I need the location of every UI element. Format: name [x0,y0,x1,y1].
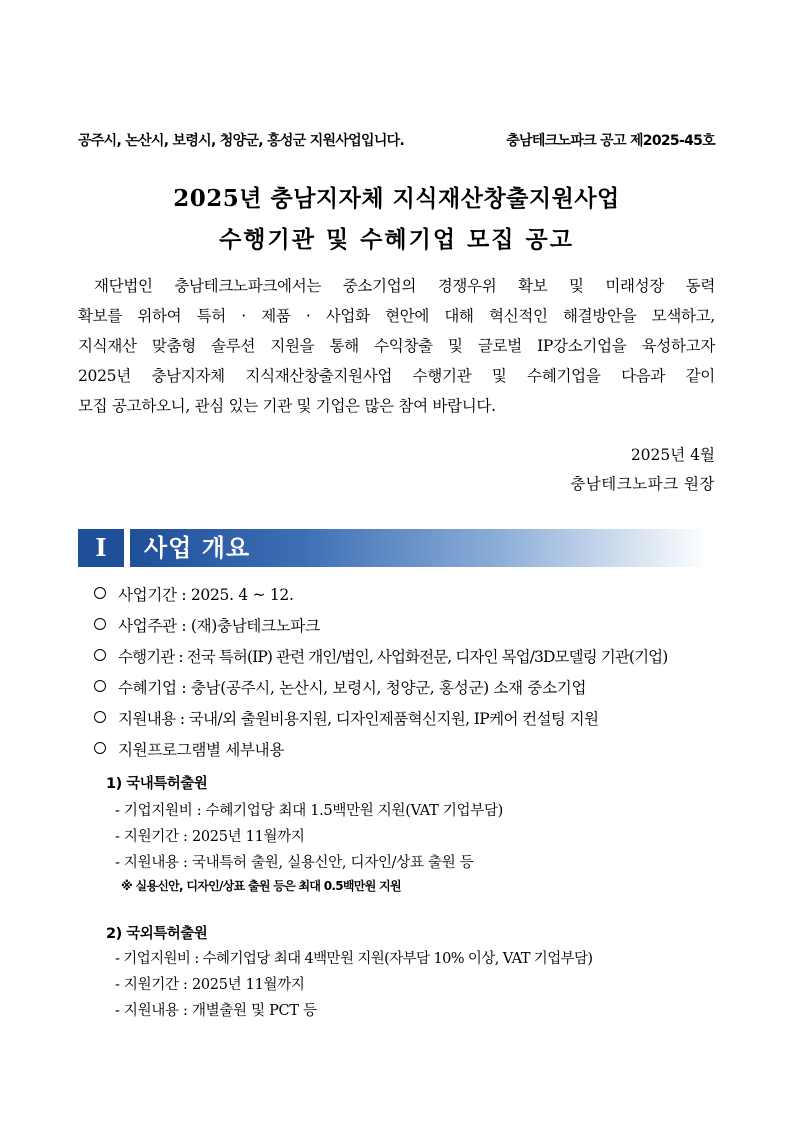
list-item [94,707,724,738]
list-item-text: 지원프로그램별 세부내용 [118,741,285,759]
circle-bullet-icon [94,680,106,692]
list-item [94,676,724,707]
list-item-text: 수혜기업 : 충남(공주시, 논산시, 보령시, 청양군, 홍성군) 소재 중소기업 [118,679,587,697]
announcement-date: 2025년 4월 [630,446,715,464]
intro-line: 모집 공고하오니, 관심 있는 기관 및 기업은 많은 참여 바랍니다. [78,397,496,415]
program-note: ※ 실용신안, 디자인/상표 출원 등은 최대 0.5백만원 지원 [121,879,401,893]
intro-line: 지식재산 맞춤형 솔루션 지원을 통해 수익창출 및 글로벌 IP강소기업을 육성하고자 [78,337,715,355]
program-detail: - 지원내용 : 개별출원 및 PCT 등 [115,1003,317,1019]
list-item-text: 사업주관 : (재)충남테크노파크 [118,617,320,635]
list-item [94,614,724,645]
program-detail: - 기업지원비 : 수혜기업당 최대 1.5백만원 지원(VAT 기업부담) [115,803,504,819]
list-item-text: 사업기간 : 2025. 4 ~ 12. [118,586,294,604]
signatory: 충남테크노파크 원장 [570,475,715,493]
section-number: Ⅰ [78,529,124,567]
circle-bullet-icon [94,742,106,754]
program-detail: - 지원기간 : 2025년 11월까지 [115,829,305,845]
intro-line: 2025년 충남지자체 지식재산창출지원사업 수행기관 및 수혜기업을 다음과 같이 [78,367,715,385]
document-title-line2: 수행기관 및 수혜기업 모집 공고 [219,226,574,253]
list-item [94,583,724,614]
list-item-text: 지원내용 : 국내/외 출원비용지원, 디자인제품혁신지원, IP케어 컨설팅 지원 [118,710,599,728]
circle-bullet-icon [94,649,106,661]
document-title-line1: 2025년 충남지자체 지식재산창출지원사업 [173,185,620,212]
program-detail: - 기업지원비 : 수혜기업당 최대 4백만원 지원(자부담 10% 이상, VAT 기업부담) [115,951,593,967]
support-region-text: 공주시, 논산시, 보령시, 청양군, 홍성군 지원사업입니다. [78,133,405,149]
notice-header [78,130,715,150]
list-item [94,738,724,769]
list-item-text: 수행기관 : 전국 특허(IP) 관련 개인/법인, 사업화전문, 디자인 목업/3D모델링 기관(기업) [118,648,668,666]
overview-list [94,583,724,769]
notice-number: 충남테크노파크 공고 제2025-45호 [506,133,715,149]
intro-line: 확보를 위하여 특허 · 제품 · 사업화 현안에 대해 혁신적인 해결방안을 모색하고, [78,307,715,325]
program-detail: - 지원기간 : 2025년 11월까지 [115,977,305,993]
program-heading: 2) 국외특허출원 [106,926,208,942]
section-title: 사업 개요 [144,534,251,562]
list-item [94,645,724,676]
circle-bullet-icon [94,587,106,599]
section-header [78,529,708,567]
circle-bullet-icon [94,618,106,630]
program-detail: - 지원내용 : 국내특허 출원, 실용신안, 디자인/상표 출원 등 [115,855,474,871]
circle-bullet-icon [94,711,106,723]
intro-line: 재단법인 충남테크노파크에서는 중소기업의 경쟁우위 확보 및 미래성장 동력 [94,277,715,295]
program-heading: 1) 국내특허출원 [106,776,208,792]
intro-paragraph [78,271,715,421]
